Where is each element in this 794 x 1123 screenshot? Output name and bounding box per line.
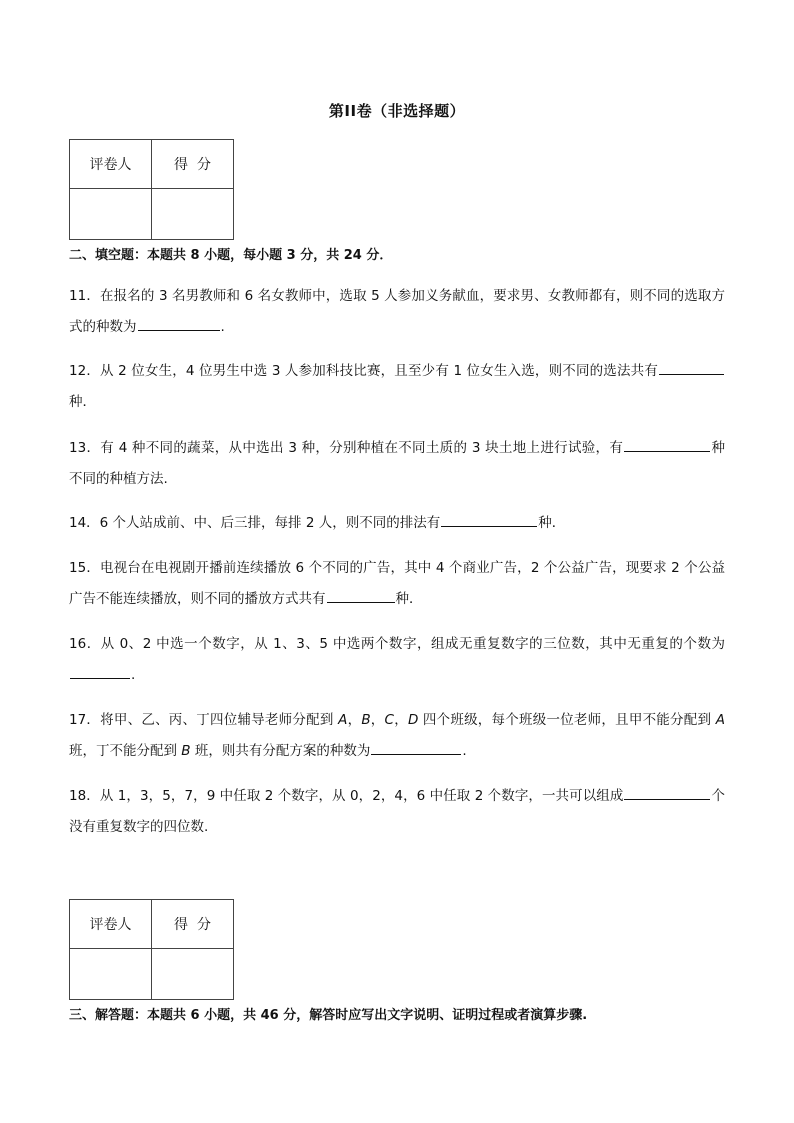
question-text: 18．从 1，3，5，7，9 中任取 2 个数字，从 0，2，4，6 中任取 2 个数字，一共可以组成 xyxy=(69,788,624,804)
answer-blank[interactable] xyxy=(371,739,461,755)
score-table-2 xyxy=(69,899,234,1000)
question-text: 13．有 4 种不同的蔬菜，从中选出 3 种，分别种植在不同土质的 3 块土地上进行试验，有 xyxy=(69,440,624,456)
question-text: 11．在报名的 3 名男教师和 6 名女教师中，选取 5 人参加义务献血，要求男、女教师都有，则不同的选取方式的种数为 xyxy=(69,288,725,335)
answer-blank[interactable] xyxy=(138,315,220,331)
page-title: 第II卷（非选择题） xyxy=(328,102,466,120)
question-18: 18．从 1，3，5，7，9 中任取 2 个数字，从 0，2，4，6 中任取 2 个数字，一共可以组成 个没有重复数字的四位数. xyxy=(69,781,725,843)
question-text: 12．从 2 位女生，4 位男生中选 3 人参加科技比赛，且至少有 1 位女生入选，则不同的选法共有 xyxy=(69,363,658,379)
answer-blank[interactable] xyxy=(659,359,724,375)
answer-blank[interactable] xyxy=(70,663,130,679)
question-text: 14．6 个人站成前、中、后三排，每排 2 人，则不同的排法有 xyxy=(69,515,441,531)
section-heading-fill-in: 二、填空题：本题共 8 小题，每小题 3 分，共 24 分． xyxy=(69,248,393,263)
answer-blank[interactable] xyxy=(441,511,537,527)
section-heading-answers: 三、解答题：本题共 6 小题，共 46 分，解答时应写出文字说明、证明过程或者演算步骤. xyxy=(69,1008,588,1023)
score-cell[interactable] xyxy=(152,189,234,240)
reviewer-label: 评卷人 xyxy=(70,900,152,949)
score-table-1 xyxy=(69,139,234,240)
score-cell[interactable] xyxy=(152,949,234,1000)
question-text: 17．将甲、乙、丙、丁四位辅导老师分配到 xyxy=(69,712,339,728)
answer-blank[interactable] xyxy=(327,587,395,603)
question-13: 13．有 4 种不同的蔬菜，从中选出 3 种，分别种植在不同土质的 3 块土地上进行试验，有 种不同的种植方法. xyxy=(69,433,725,495)
question-text: 15．电视台在电视剧开播前连续播放 6 个不同的广告，其中 4 个商业广告，2 个公益广告，现要求 2 个公益广告不能连续播放，则不同的播放方式共有 xyxy=(69,560,725,607)
question-11: 11．在报名的 3 名男教师和 6 名女教师中，选取 5 人参加义务献血，要求男、女教师都有，则不同的选取方式的种数为 . xyxy=(69,288,725,335)
question-17: 17．将甲、乙、丙、丁四位辅导老师分配到 A，B，C，D 四个班级，每个班级一位老师，且甲不能分配到 A 班，丁不能分配到 B 班，则共有分配方案的种数为 . xyxy=(69,712,726,759)
question-16: 16．从 0、2 中选一个数字，从 1、3、5 中选两个数字，组成无重复数字的三位数，其中无重复的个数为. xyxy=(69,636,725,683)
reviewer-label: 评卷人 xyxy=(70,140,152,189)
answer-blank[interactable] xyxy=(624,436,710,452)
question-12: 12．从 2 位女生，4 位男生中选 3 人参加科技比赛，且至少有 1 位女生入选，则不同的选法共有种． xyxy=(69,356,725,418)
answer-blank[interactable] xyxy=(624,784,710,800)
question-15: 15．电视台在电视剧开播前连续播放 6 个不同的广告，其中 4 个商业广告，2 个公益广告，现要求 2 个公益广告不能连续播放，则不同的播放方式共有 种． xyxy=(69,560,725,607)
question-text: 16．从 0、2 中选一个数字，从 1、3、5 中选两个数字，组成无重复数字的三位数，其中无重复的个数为 xyxy=(69,636,725,652)
reviewer-cell[interactable] xyxy=(70,189,152,240)
score-label: 得 分 xyxy=(152,140,234,189)
reviewer-cell[interactable] xyxy=(70,949,152,1000)
question-14: 14．6 个人站成前、中、后三排，每排 2 人，则不同的排法有 种． xyxy=(69,508,725,539)
score-label: 得 分 xyxy=(152,900,234,949)
